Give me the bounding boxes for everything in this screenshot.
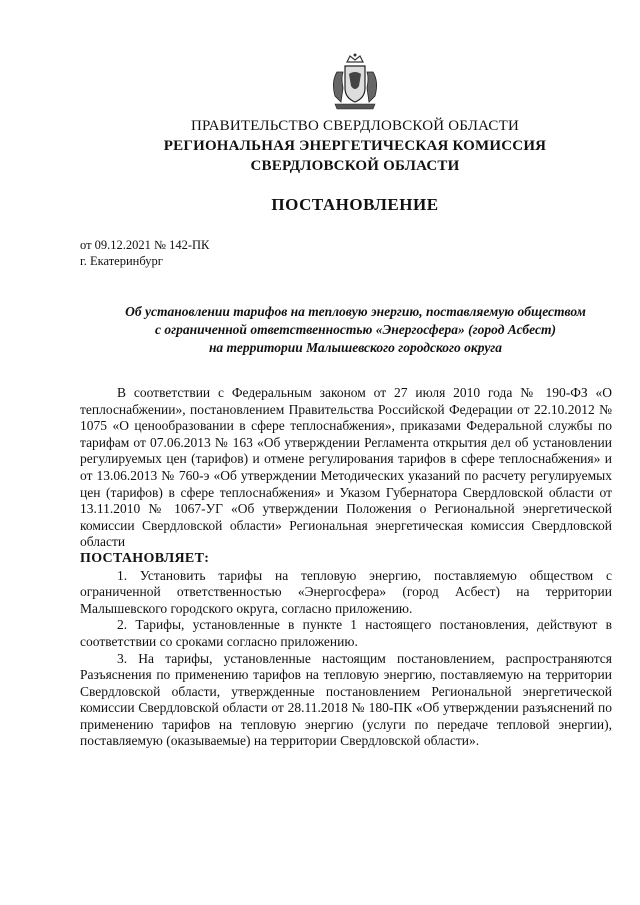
subject-line: на территории Малышевского городского округа: [208, 340, 503, 355]
coat-of-arms-icon: [325, 52, 385, 112]
government-name: ПРАВИТЕЛЬСТВО СВЕРДЛОВСКОЙ ОБЛАСТИ: [190, 118, 520, 134]
document-type-title: ПОСТАНОВЛЕНИЕ: [271, 195, 439, 214]
subject-line: с ограниченной ответственностью «Энергосфера» (город Асбест): [155, 322, 556, 337]
document-subject: [78, 303, 633, 357]
point-paragraph: 3. На тарифы, установленные настоящим постановлением, распространяются Разъяснения по применению тарифов на тепловую энергию, поставляемую на территории Свердловской области, утвержденные постановлением Региональной энергетической комиссии Свердловской области от 28.11.2018 № 180-ПК «Об утверждении разъяснений по применению тарифов на тепловую энергию (услуги по передаче тепловой энергии), поставляемую (оказываемые) на территории Свердловской области».: [80, 650, 612, 749]
commission-name-line2: СВЕРДЛОВСКОЙ ОБЛАСТИ: [250, 158, 460, 174]
point-paragraph: 2. Тарифы, установленные в пункте 1 настоящего постановления, действуют в соответствии со сроками согласно приложению.: [80, 617, 612, 649]
point-paragraph: 1. Установить тарифы на тепловую энергию, поставляемую обществом с ограниченной ответственностью «Энергосфера» (город Асбест) на территории Малышевского городского округа, согласно приложению.: [80, 567, 612, 616]
subject-line: Об установлении тарифов на тепловую энергию, поставляемую обществом: [125, 304, 586, 319]
document-date-number: от 09.12.2021 № 142-ПК: [80, 238, 210, 252]
resolves-heading: ПОСТАНОВЛЯЕТ:: [80, 550, 210, 566]
preamble-paragraph: В соответствии с Федеральным законом от 27 июля 2010 года № 190-ФЗ «О теплоснабжении», постановлением Правительства Российской Федерации от 22.10.2012 № 1075 «О ценообразовании в сфере теплоснабжения», приказами Федеральной службы по тарифам от 07.06.2013 № 163 «Об утверждении Регламента открытия дел об установлении регулируемых цен (тарифов) и отмене регулирования тарифов в сфере теплоснабжения» и от 13.06.2013 № 760-э «Об утверждении Методических указаний по расчету регулируемых цен (тарифов) в сфере теплоснабжения» и Указом Губернатора Свердловской области от 13.11.2010 № 1067-УГ «Об утверждении Положения о Региональной энергетической комиссии Свердловской области» Региональная энергетическая комиссия Свердловской области: [80, 385, 612, 550]
commission-name-line1: РЕГИОНАЛЬНАЯ ЭНЕРГЕТИЧЕСКАЯ КОМИССИЯ: [163, 138, 547, 154]
document-body: [80, 385, 612, 750]
document-city: г. Екатеринбург: [80, 254, 163, 268]
